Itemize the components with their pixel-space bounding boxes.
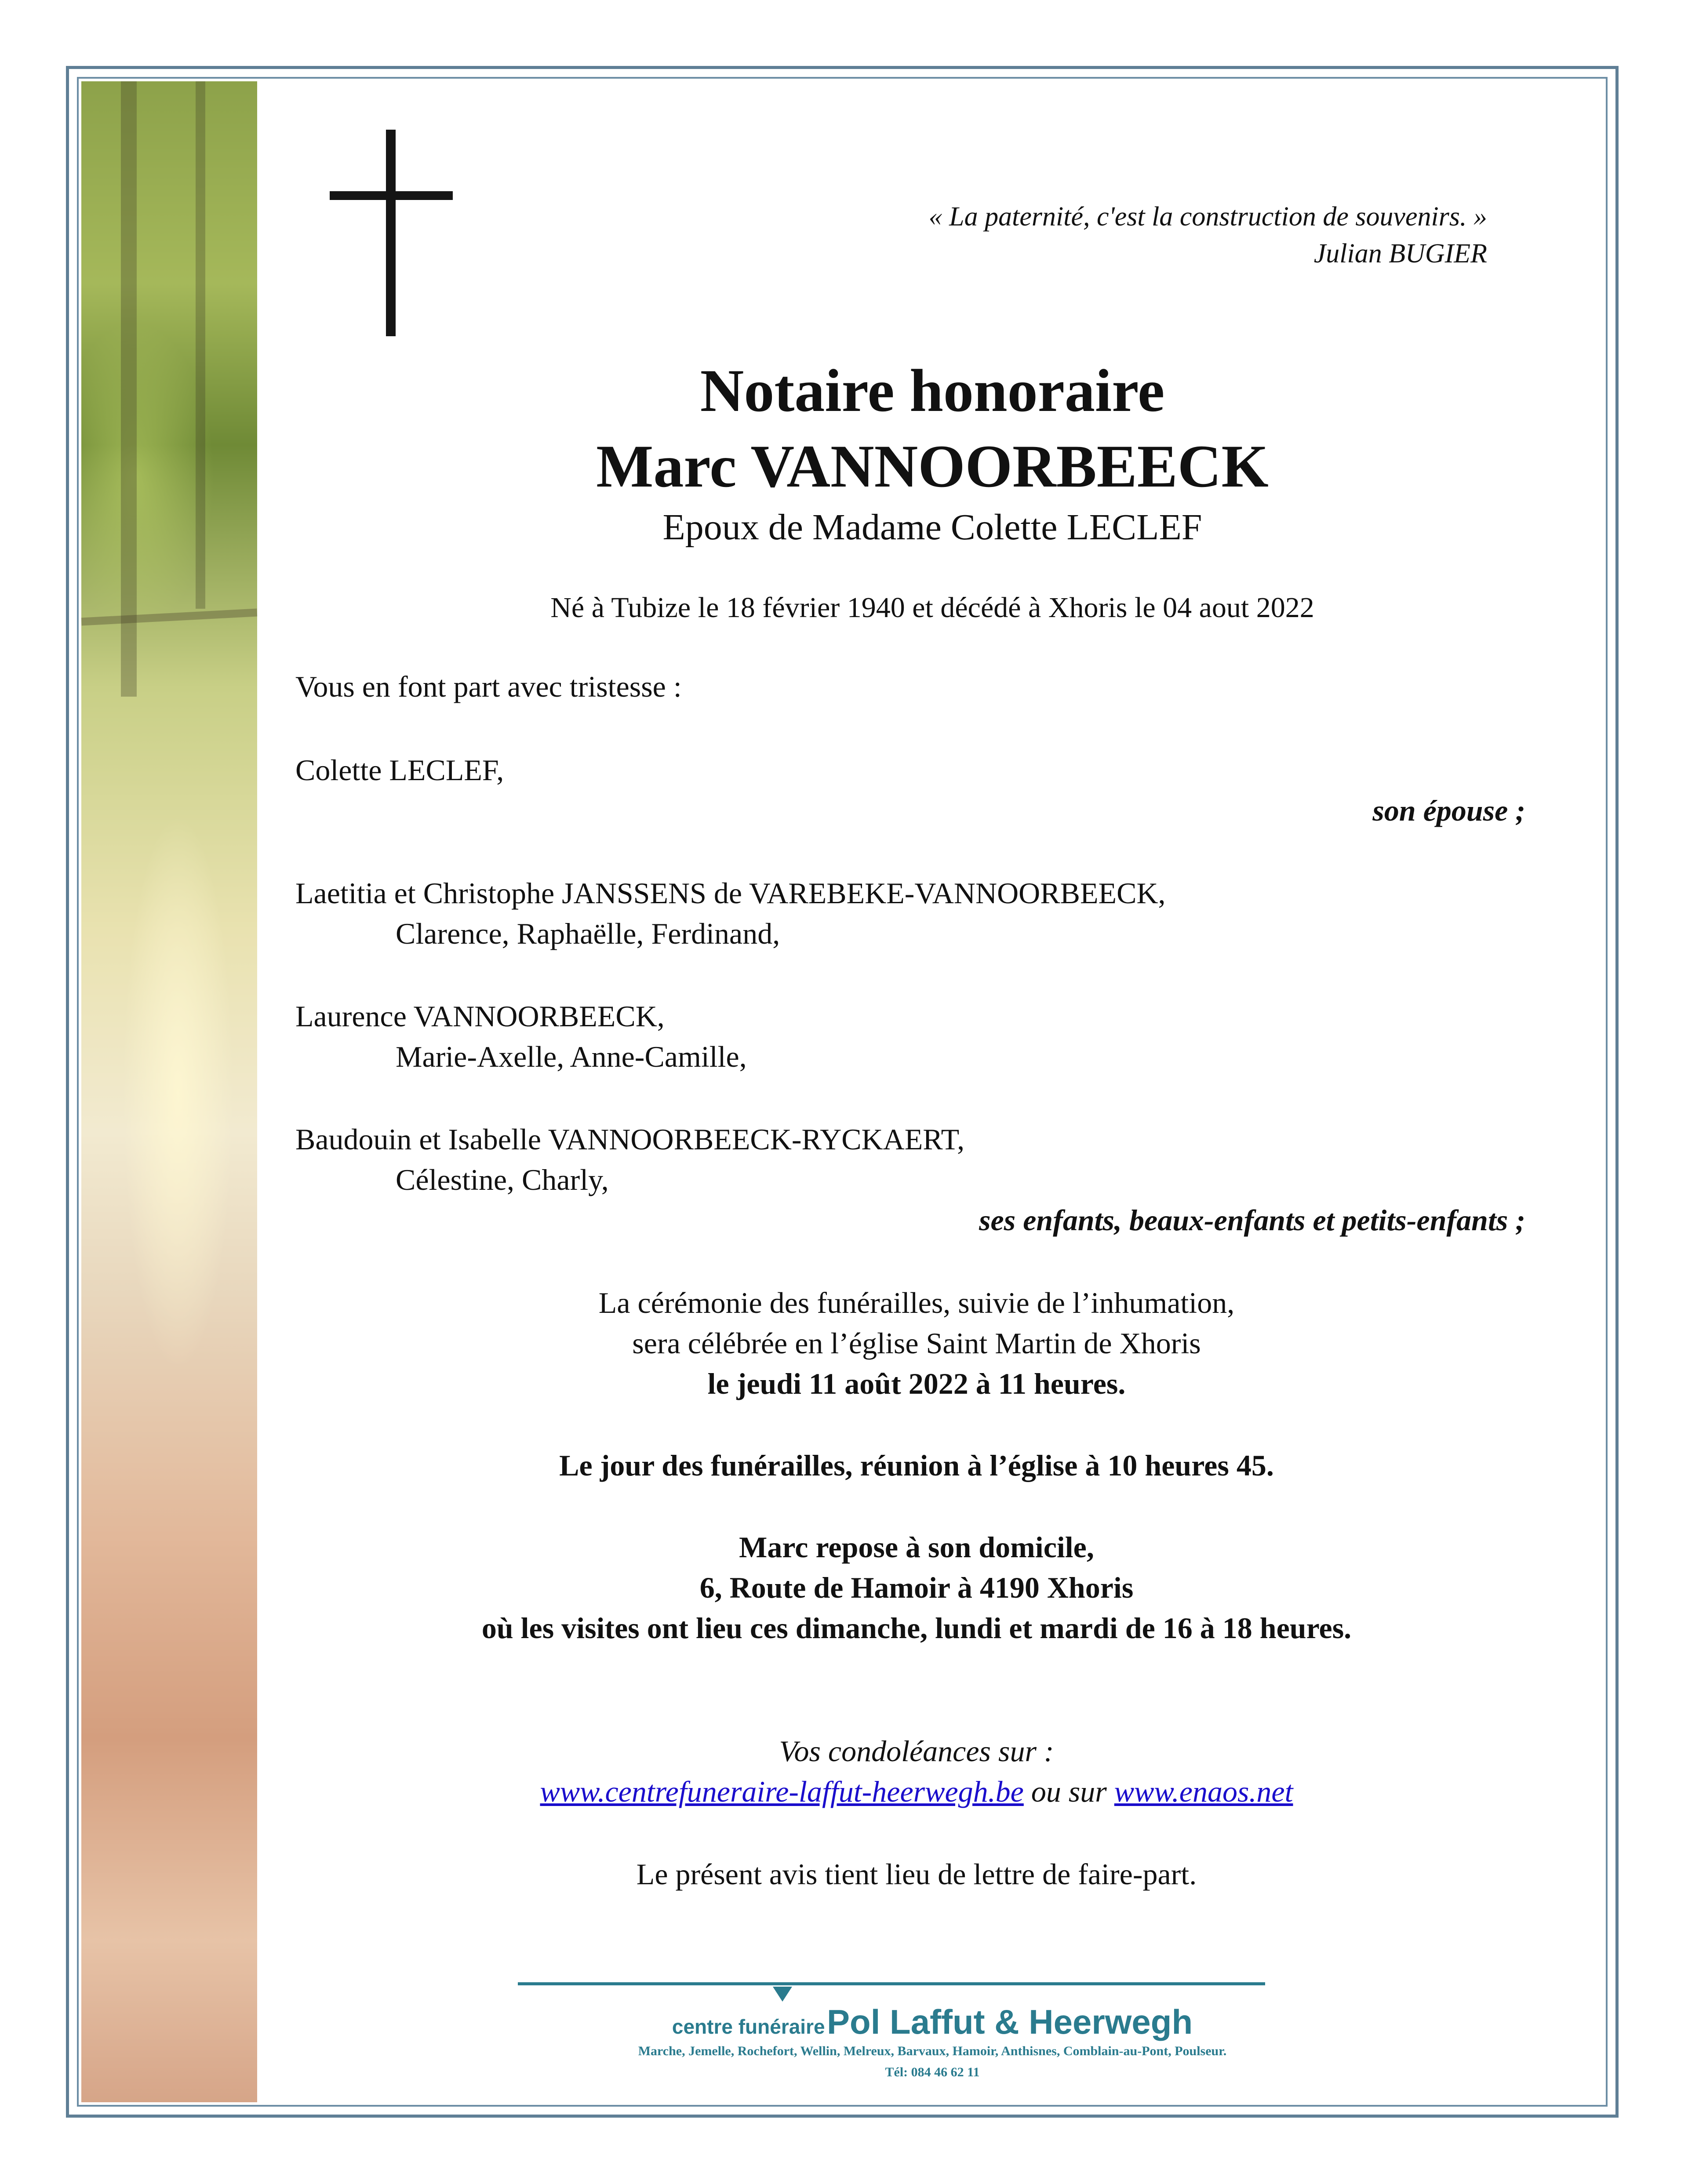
quote-author: Julian BUGIER	[1313, 239, 1487, 269]
grandchildren-1: Clarence, Raphaëlle, Ferdinand,	[396, 917, 780, 950]
child-family-2: Laurence VANNOORBEECK,	[295, 999, 665, 1033]
child-family-3: Baudouin et Isabelle VANNOORBEECK-RYCKAERT,	[295, 1123, 965, 1156]
deceased-name: Marc VANNOORBEECK	[596, 432, 1269, 500]
quote-text: « La paternité, c'est la construction de souvenirs. »	[928, 202, 1487, 232]
tree-trunk	[196, 81, 205, 609]
visitation-address: 6, Route de Hamoir à 4190 Xhoris	[699, 1571, 1134, 1604]
logo-triangle-icon	[773, 1987, 792, 2002]
grandchildren-3: Célestine, Charly,	[396, 1163, 609, 1196]
condolences-link-primary[interactable]: www.centrefuneraire-laffut-heerwegh.be	[540, 1775, 1024, 1808]
condolences-link-secondary[interactable]: www.enaos.net	[1114, 1775, 1293, 1808]
condolences-links	[257, 1777, 1576, 1806]
funeral-home-phone: Tél: 084 46 62 11	[885, 2065, 980, 2079]
meeting-time: Le jour des funérailles, réunion à l’église à 10 heures 45.	[559, 1449, 1274, 1482]
notice-text: Le présent avis tient lieu de lettre de faire-part.	[636, 1857, 1197, 1891]
condolences-label: Vos condoléances sur :	[779, 1734, 1054, 1768]
forest-side-image	[81, 81, 257, 2102]
tree-branch	[81, 609, 257, 626]
condolences-or: ou sur	[1023, 1775, 1114, 1808]
children-role: ses enfants, beaux-enfants et petits-enfants ;	[979, 1203, 1525, 1237]
ceremony-line-2: sera célébrée en l’église Saint Martin de Xhoris	[632, 1326, 1201, 1360]
cross-vertical-bar	[386, 130, 396, 336]
spouse-role: son épouse ;	[1372, 794, 1525, 827]
visitation-hours: où les visites ont lieu ces dimanche, lundi et mardi de 16 à 18 heures.	[481, 1611, 1352, 1645]
tree-trunk	[121, 81, 137, 697]
spouse-name: Colette LECLEF,	[295, 753, 504, 787]
child-family-1: Laetitia et Christophe JANSSENS de VAREBEKE-VANNOORBEECK,	[295, 876, 1166, 910]
ceremony-line-1: La cérémonie des funérailles, suivie de l’inhumation,	[598, 1286, 1235, 1319]
birth-death: Né à Tubize le 18 février 1940 et décédé à Xhoris le 04 aout 2022	[550, 592, 1314, 624]
logo-prefix: centre funéraire	[672, 2015, 825, 2038]
funeral-home-logo	[257, 2002, 1608, 2042]
logo-rule	[518, 1982, 1265, 1985]
funeral-home-locations: Marche, Jemelle, Rochefort, Wellin, Melreux, Barvaux, Hamoir, Anthisnes, Comblain-au-Pont, Poulseur.	[638, 2044, 1227, 2058]
ceremony-date: le jeudi 11 août 2022 à 11 heures.	[707, 1367, 1126, 1400]
logo-brand: Pol Laffut & Heerwegh	[827, 2002, 1193, 2041]
title: Notaire honoraire	[700, 357, 1165, 424]
cross-icon	[330, 130, 453, 336]
spouse-line: Epoux de Madame Colette LECLEF	[662, 507, 1202, 548]
visitation-line-1: Marc repose à son domicile,	[739, 1530, 1094, 1564]
grandchildren-2: Marie-Axelle, Anne-Camille,	[396, 1040, 747, 1073]
cross-horizontal-bar	[330, 191, 453, 200]
intro: Vous en font part avec tristesse :	[295, 670, 682, 703]
